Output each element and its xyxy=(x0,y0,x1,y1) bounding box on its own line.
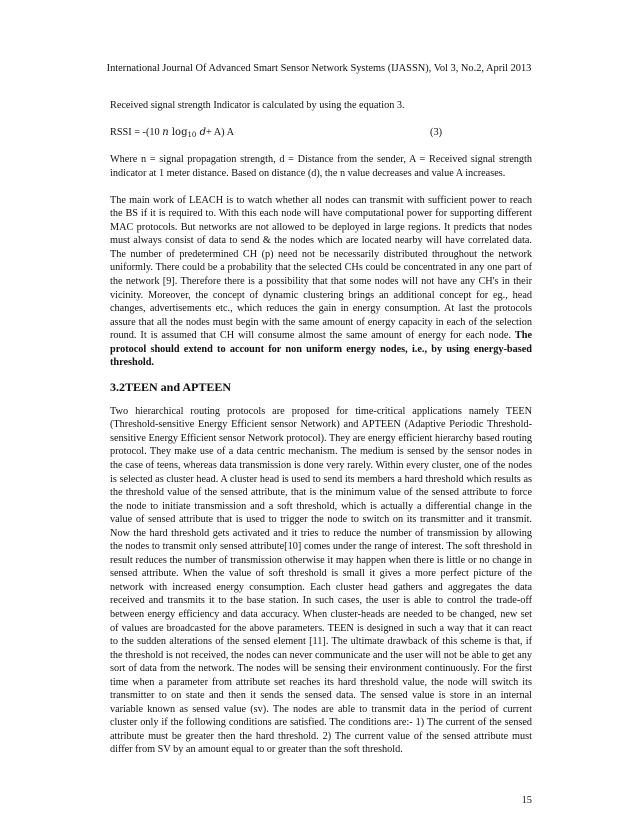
equation-rhs: + A) A xyxy=(205,127,234,139)
equation-log-base: 10 xyxy=(187,131,197,140)
equation-number: (3) xyxy=(430,127,442,139)
equation-log: log xyxy=(171,127,188,139)
equation-math xyxy=(162,127,206,138)
paragraph-leach xyxy=(110,194,532,370)
paragraph-rssi-intro: Received signal strength Indicator is calculated by using the equation 3. xyxy=(110,100,405,111)
paragraph-leach-text: The main work of LEACH is to watch whether all nodes can transmit with sufficient power to reach the BS if it is required to. With this each node will have computational power for supporting different MAC protocols. But networks are not allowed to be deployed in large regions. It predicts that nodes must always consist of data to send & the nodes which are located nearby will have correlated data. The number of predetermined CH (p) need not be necessarily distributed throughout the network uniformly. There could be a probability that the selected CHs could be concentrated in any one part of the network [9]. Therefore there is a possibility that that some nodes will not have any CH's in their vicinity. Moreover, the concept of dynamic clustering brings an additional concept for eg., head changes, advertisements etc., which reduces the gain in energy consumption. At last the protocols assure that all the nodes must begin with the same amount of energy capacity in each of the selection round. It is assumed that CH will consume almost the same amount of energy for each node. xyxy=(110,194,532,342)
page-number: 15 xyxy=(521,795,532,806)
section-heading: 3.2TEEN and APTEEN xyxy=(110,379,232,394)
running-header: International Journal Of Advanced Smart Sensor Network Systems (IJASSN), Vol 3, No.2, April 2013 xyxy=(106,63,532,74)
paragraph-rssi-definitions: Where n = signal propagation strength, d = Distance from the sender, A = Received signal strength indicator at 1 meter distance. Based on distance (d), the n value decreases and value A increases. xyxy=(110,154,532,179)
equation-lhs: RSSI = -(10 xyxy=(110,127,163,139)
paragraph-leach-bold: The protocol should extend to account for non uniform energy nodes, i.e., by using energy-based threshold. xyxy=(110,330,532,369)
body-content xyxy=(110,99,532,757)
paragraph-teen-apteen: Two hierarchical routing protocols are proposed for time-critical applications namely TEEN (Threshold-sensitive Energy Efficient sensor Network) and APTEEN (Adaptive Periodic Threshold-sensitive Energy Efficient sensor Network protocol). They are energy efficient hierarchy based routing protocol. They make use of a data centric mechanism. The medium is sensed by the sensor nodes in the case of teens, whereas data transmission is done very rarely. Within every cluster, one of the nodes is selected as cluster head. A cluster head is used to send its members a hard threshold which results as the threshold value of the sensed attribute, that is the minimum value of the sensed attribute to force the node to initiate transmission and a soft threshold, which is actually a differential change in the value of sensed attribute that is used to trigger the node to switch on its transmitter and it transmit. Now the hard threshold gets activated and it tries to reduce the number of transmission by allowing the nodes to transmit only sensed attribute[10] comes under the range of interest. The soft threshold in result reduces the number of transmission otherwise it may happen when there is little or no change in sensed attribute. When the value of soft threshold is small it gives a more perfect picture of the network with increased energy consumption. Each cluster head gathers and aggregates the data received and transmits it to the base station. In such cases, the user is able to control the trade-off between energy efficiency and data accuracy. When cluster-heads are needed to be changed, new set of values are broadcasted for the above parameters. TEEN is designed in such a way that it can react to the sudden alterations of the sensed element [11]. The ultimate drawback of this scheme is that, if the threshold is not received, the nodes can never communicate and the user will not be able to get any sort of data from the network. The nodes will be sensing their environment continuously. For the first time when a parameter from attribute set reaches its hard threshold value, the node will switch its transmitter to on state and then it sends the sensed data. The sensed value is store in an internal variable known as sensed value (sv). The nodes are able to transmit data in the period of current cluster only if the following conditions are satisfied. The conditions are:- 1) The current of the sensed attribute must be greater then the hard threshold. 2) The current value of the sensed attribute must differ from SV by an amount equal to or greater than the soft threshold. xyxy=(110,405,532,756)
equation-3 xyxy=(110,126,532,140)
equation-var-n: n xyxy=(162,127,169,139)
equation-var-d: d xyxy=(196,127,206,139)
equation-expression xyxy=(110,126,234,140)
